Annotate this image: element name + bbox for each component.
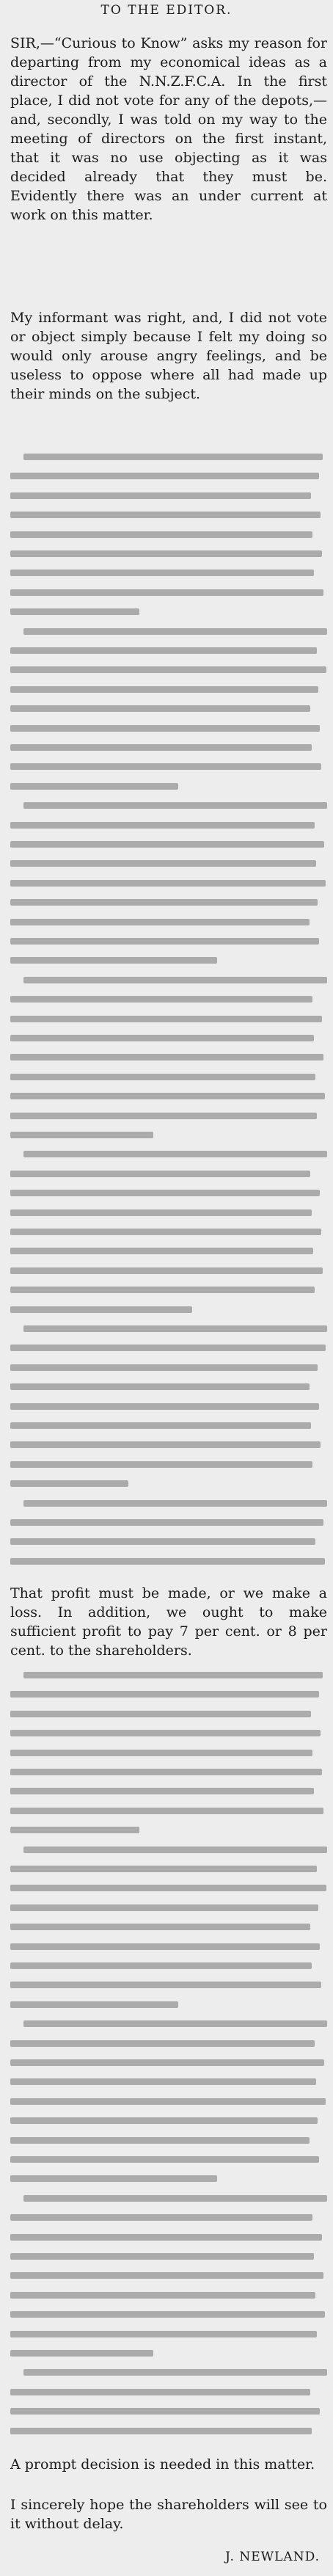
text-line — [10, 1074, 315, 1080]
text-line — [10, 589, 323, 596]
text-line — [10, 1267, 323, 1274]
paragraph-intro: SIR,—“Curious to Know” asks my reason for departing from my economical ideas as a director of the N.N.Z.F.C.A. In the first place, I did not vote for any of the depots,—and, secondly, I was told on my way to the meeting of directors on the first instant, that it was no use objecting as it was decided already that they must be. Evidently there was an under current at work on this matter. — [10, 35, 327, 223]
text-line — [10, 1229, 321, 1235]
text-line — [10, 1171, 310, 1177]
text-line — [23, 1151, 327, 1157]
text-line — [10, 2389, 310, 2395]
text-line — [10, 841, 324, 848]
text-line — [10, 1054, 323, 1060]
text-line — [10, 1383, 310, 1390]
text-line — [10, 1113, 317, 1119]
text-line — [10, 705, 310, 712]
text-line — [10, 2156, 319, 2163]
text-line — [10, 899, 318, 906]
text-line — [10, 957, 217, 964]
text-line — [23, 1500, 327, 1507]
text-line — [10, 1730, 321, 1736]
text-line — [10, 2408, 320, 2415]
text-line — [10, 512, 321, 518]
text-line — [10, 822, 315, 829]
text-line — [10, 744, 312, 751]
text-line — [23, 802, 327, 809]
text-line — [10, 1306, 192, 1313]
text-line — [10, 2059, 324, 2066]
text-line — [10, 2428, 312, 2434]
text-line — [10, 647, 317, 654]
text-line — [10, 608, 139, 615]
column-header: TO THE EDITOR. — [100, 3, 233, 18]
text-line — [10, 570, 314, 576]
paragraph-informant: My informant was right, and, I did not vote or object simply because I felt my doing so would only arouse angry feelings, and be useless to oppose where all had made up their minds on the subject. — [10, 310, 327, 402]
text-line — [10, 2311, 325, 2318]
text-line — [10, 1132, 153, 1138]
text-line — [10, 919, 310, 925]
text-line — [23, 1847, 327, 1853]
body-text-block-2 — [10, 1666, 327, 2444]
text-line — [23, 2195, 327, 2202]
text-line — [10, 2001, 178, 2008]
text-line — [10, 1827, 139, 1833]
text-line — [10, 2117, 318, 2124]
text-line — [10, 492, 311, 499]
paragraph-plea-2: I sincerely hope the shareholders will see to it without delay. — [10, 2497, 327, 2532]
text-line — [10, 1750, 312, 1756]
text-line — [10, 1788, 314, 1794]
text-line — [10, 2098, 326, 2105]
text-line — [10, 2214, 312, 2221]
text-line — [23, 977, 327, 983]
text-line — [10, 1364, 318, 1371]
text-line — [10, 783, 178, 790]
text-line — [10, 2040, 315, 2047]
text-line — [23, 2369, 327, 2376]
text-line — [10, 1287, 315, 1293]
paragraph-profit: That profit must be made, or we make a loss. In addition, we ought to make sufficient profit to pay 7 per cent. or 8 per cent. to the shareholders. — [10, 1585, 327, 1659]
text-line — [10, 1711, 311, 1717]
text-line — [10, 2292, 315, 2299]
text-line — [10, 1558, 325, 1565]
text-line — [10, 1769, 322, 1775]
text-line — [10, 1016, 322, 1022]
text-line — [10, 1480, 128, 1487]
signature: J. NEWLAND. — [225, 2550, 320, 2564]
text-line — [10, 2175, 217, 2182]
text-line — [10, 1519, 323, 1526]
text-line — [10, 1982, 321, 1988]
text-line — [10, 1808, 323, 1814]
text-line — [10, 763, 321, 770]
text-line — [23, 628, 327, 635]
text-line — [10, 550, 322, 557]
text-line — [10, 1461, 312, 1468]
text-line — [10, 1538, 315, 1545]
text-line — [10, 1691, 319, 1698]
paragraph-plea-1: A prompt decision is needed in this matter. — [10, 2456, 315, 2473]
text-line — [10, 1943, 320, 1950]
text-line — [10, 686, 318, 693]
text-line — [10, 2078, 316, 2085]
text-line — [10, 1403, 319, 1410]
text-line — [10, 2137, 310, 2144]
text-line — [10, 1866, 317, 1872]
text-line — [10, 473, 319, 479]
text-line — [10, 1924, 310, 1930]
text-line — [10, 1248, 313, 1254]
text-line — [10, 1904, 318, 1911]
text-line — [10, 2234, 322, 2241]
text-line — [10, 1190, 320, 1196]
body-text-block-1 — [10, 448, 327, 1578]
text-line — [23, 454, 323, 460]
text-line — [10, 1962, 312, 1969]
text-line — [10, 725, 320, 732]
text-line — [10, 880, 326, 887]
text-line — [23, 1325, 327, 1332]
text-line — [10, 531, 312, 538]
text-line — [10, 1093, 325, 1099]
text-line — [23, 1672, 323, 1678]
text-line — [10, 1345, 326, 1351]
text-line — [10, 1885, 326, 1891]
text-line — [10, 1035, 314, 1041]
text-line — [10, 2331, 317, 2337]
text-line — [23, 2020, 327, 2027]
text-line — [10, 2272, 323, 2279]
text-line — [10, 1209, 312, 1216]
text-line — [10, 938, 319, 945]
text-line — [10, 2350, 153, 2357]
text-line — [10, 1422, 311, 1429]
text-line — [10, 1441, 321, 1448]
text-line — [10, 996, 312, 1003]
text-line — [10, 2253, 314, 2260]
text-line — [10, 666, 326, 673]
text-line — [10, 860, 316, 867]
